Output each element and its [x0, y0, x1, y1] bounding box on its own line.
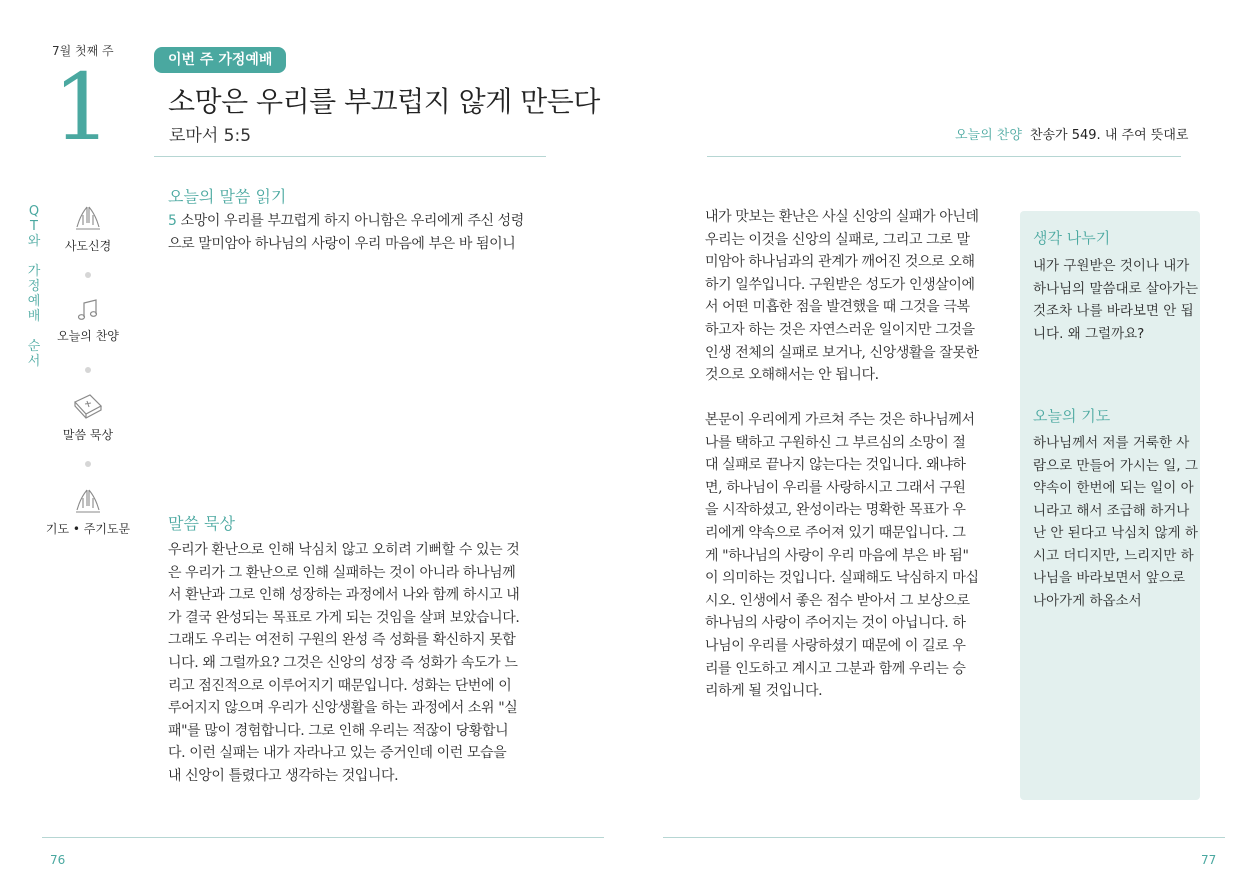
text-line: 나아가게 하옵소서	[1033, 592, 1142, 609]
music-note-icon	[74, 297, 102, 323]
text-line: 나님을 바라보면서 앞으로	[1033, 570, 1186, 586]
header-divider-left	[154, 156, 546, 157]
text-line: 대 실패로 끝나지 않는다는 것입니다. 왜냐하	[705, 457, 966, 474]
text-line: 내가 구원받은 것이나 내가	[1033, 258, 1190, 274]
step-label: 말씀 묵상	[62, 428, 114, 442]
text-line: 시고 더디지만, 느리지만 하	[1033, 547, 1194, 564]
text-line: 서 환난과 그로 인해 성장하는 과정에서 나와 함께 하시고 내	[168, 587, 520, 604]
vertical-char: 와	[27, 234, 41, 249]
text-line: 이 의미하는 것입니다. 실패해도 낙심하지 마십	[705, 570, 979, 587]
step-separator-dot	[85, 367, 91, 373]
text-line: 니라고 해서 조급해 하거나	[1033, 502, 1190, 519]
text-line: 으로 말미암아 하나님의 사랑이 우리 마음에 부은 바 됨이니	[168, 235, 516, 252]
text-line: 내가 맛보는 환난은 사실 신앙의 실패가 아닌데	[705, 209, 979, 225]
text-line: 루어지지 않으며 우리가 신앙생활을 하는 과정에서 소위 "실	[168, 700, 518, 717]
share-heading: 생각 나누기	[1033, 229, 1111, 247]
text-line	[168, 210, 524, 233]
text-line: 것으로 오해해서는 안 됩니다.	[705, 367, 879, 384]
step-label: 오늘의 찬양	[57, 329, 119, 343]
section-badge: 이번 주 가정예배	[154, 47, 286, 73]
vertical-char: 가	[27, 264, 41, 279]
text-line: 약속이 한번에 되는 일이 아	[1033, 480, 1194, 496]
text-line: 서 어떤 미흡한 점을 발견했을 때 그것을 극복	[705, 299, 970, 316]
step-label: 사도신경	[64, 239, 112, 253]
text-line: 나를 택하고 구원하신 그 부르심의 소망이 절	[705, 434, 966, 451]
step-meditation	[33, 392, 143, 443]
text-line: 하나님께서 저를 거룩한 사	[1033, 435, 1190, 451]
body-paragraph-1	[705, 206, 979, 387]
reading-text	[168, 210, 524, 255]
week-label: 7월 첫째 주	[52, 44, 114, 58]
text-line: 미암아 하나님과의 관계가 깨어진 것으로 오해	[705, 254, 975, 271]
vertical-char: T	[30, 219, 38, 234]
page-title: 소망은 우리를 부끄럽지 않게 만든다	[168, 85, 600, 118]
text-line: 리고 점진적으로 이루어지기 때문입니다. 성화는 단번에 이	[168, 677, 512, 694]
praying-hands-icon	[72, 486, 104, 516]
body-paragraph-2	[705, 409, 979, 703]
text-line: 람으로 만들어 가시는 일, 그	[1033, 457, 1198, 474]
header-divider-right	[707, 156, 1181, 157]
vertical-char: 배	[27, 309, 41, 324]
bible-icon	[72, 392, 104, 422]
step-hymn	[33, 297, 143, 344]
meditation-heading: 말씀 묵상	[168, 514, 235, 533]
text-line: 그래도 우리는 여전히 구원의 완성 즉 성화를 확신하지 못합	[168, 632, 516, 649]
page-number-right: 77	[1201, 853, 1217, 867]
reflection-box	[1020, 211, 1200, 800]
text-line: 하기 일쑤입니다. 구원받은 성도가 인생살이에	[705, 276, 975, 293]
footer-divider-left	[42, 837, 604, 838]
text-line: 다. 이런 실패는 내가 자라나고 있는 증거인데 이런 모습을	[168, 745, 507, 762]
text-line: 리에게 약속으로 주어져 있기 때문입니다. 그	[705, 524, 966, 541]
vertical-char: 순	[27, 339, 41, 354]
text-line: 리하게 될 것입니다.	[705, 683, 823, 700]
hymn-value: 찬송가 549. 내 주여 뜻대로	[1029, 128, 1189, 143]
hymn-label: 오늘의 찬양	[955, 128, 1022, 143]
vertical-char: 서	[27, 354, 41, 369]
step-separator-dot	[85, 272, 91, 278]
step-separator-dot	[85, 461, 91, 467]
text-line: 게 "하나님의 사랑이 우리 마음에 부은 바 됨"	[705, 547, 969, 564]
text-line: 은 우리가 그 환난으로 인해 실패하는 것이 아니라 하나님께	[168, 564, 516, 581]
text-line: 우리가 환난으로 인해 낙심치 않고 오히려 기뻐할 수 있는 것	[168, 542, 520, 558]
prayer-text	[1033, 432, 1198, 612]
text-line: 시오. 인생에서 좋은 점수 받아서 그 보상으로	[705, 592, 970, 609]
text-line: 것조차 나를 바라보면 안 됩	[1033, 303, 1194, 319]
text-line: 우리는 이것을 신앙의 실패로, 그리고 그로 말	[705, 231, 970, 248]
text-line: 니다. 왜 그럴까요? 그것은 신앙의 성장 즉 성화가 속도가 느	[168, 654, 518, 671]
step-label: 기도 • 주기도문	[45, 522, 131, 536]
vertical-char: 정	[27, 279, 41, 294]
text-line: 하나님의 말씀대로 살아가는	[1033, 280, 1199, 297]
step-creed	[33, 203, 143, 254]
verse-text: 소망이 우리를 부끄럽게 하지 아니함은 우리에게 주신 성령	[176, 213, 524, 229]
text-line: 을 시작하셨고, 완성이라는 명확한 목표가 우	[705, 502, 966, 519]
text-line: 면, 하나님이 우리를 사랑하시고 그래서 구원	[705, 479, 966, 496]
text-line: 난 안 된다고 낙심치 않게 하	[1033, 525, 1198, 541]
vertical-char: 예	[27, 294, 41, 309]
text-line: 리를 인도하고 계시고 그분과 함께 우리는 승	[705, 660, 966, 677]
meditation-text	[168, 539, 519, 788]
reading-heading: 오늘의 말씀 읽기	[168, 187, 287, 206]
vertical-char: Q	[28, 204, 40, 219]
page-number-left: 76	[50, 853, 66, 867]
day-number: 1	[52, 54, 112, 161]
text-line: 패"를 많이 경험합니다. 그로 인해 우리는 적잖이 당황합니	[168, 722, 509, 739]
prayer-heading: 오늘의 기도	[1033, 407, 1111, 425]
praying-hands-icon	[72, 203, 104, 233]
footer-divider-right	[663, 837, 1225, 838]
hymn-line	[955, 124, 1188, 143]
text-line: 내 신앙이 틀렸다고 생각하는 것입니다.	[168, 767, 399, 784]
text-line: 하나님의 사랑이 주어지는 것이 아닙니다. 하	[705, 615, 966, 632]
text-line: 가 결국 완성되는 목표로 가게 되는 것임을 살펴 보았습니다.	[168, 609, 520, 626]
text-line: 니다. 왜 그럴까요?	[1033, 325, 1145, 342]
scripture-reference: 로마서 5:5	[169, 126, 252, 146]
share-text	[1033, 255, 1198, 345]
text-line: 하고자 하는 것은 자연스러운 일이지만 그것을	[705, 321, 975, 338]
text-line: 인생 전체의 실패로 보거나, 신앙생활을 잘못한	[705, 344, 979, 361]
text-line: 나님이 우리를 사랑하셨기 때문에 이 길로 우	[705, 637, 966, 654]
verse-number: 5	[168, 213, 177, 229]
step-prayer	[33, 486, 143, 537]
text-line: 본문이 우리에게 가르쳐 주는 것은 하나님께서	[705, 412, 975, 428]
